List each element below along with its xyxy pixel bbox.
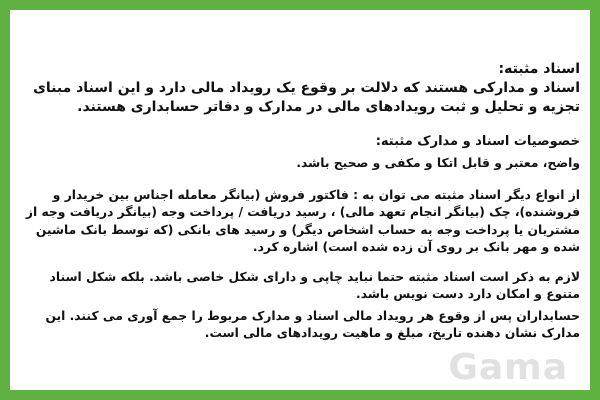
heading-characteristics: خصوصیات اسناد و مدارک مثبته: [375,134,580,149]
slide-frame [10,10,590,390]
accountants-paragraph: حسابداران پس از وقوع هر رویداد مالی اسناد و مدارک مربوط را جمع آوری می کنند. این مدارک نشان دهنده تاریخ، مبلغ و ماهیت رویدادهای مالی است. [45,308,580,340]
definition-paragraph: اسناد و مدارکی هستند که دلالت بر وقوع یک رویداد مالی دارد و این اسناد مبنای تجزیه و تحلیل و ثبت رویدادهای مالی در مدارک و دفاتر حسابداری هستند. [33,80,580,115]
watermark-logo: Gama [448,347,568,388]
document-types-paragraph: از انواع دیگر اسناد مثبته می توان به : فاکتور فروش (بیانگر معامله اجناس بین خریدار و فروشنده)، چک (بیانگر انجام تعهد مالی) ، رسید دریافت / پرداخت وجه (بیانگر دریافت وجه از مشتریان یا پرداخت وجه به حساب اشخاص دیگر) و رسید های بانکی (که توسط بانک ماشین شده و مهر بانک بر روی آن زده شده است) اشاره کرد. [25,187,580,254]
characteristics-paragraph: واضح، معتبر و قابل اتکا و مکفی و صحیح باشد. [296,156,580,170]
slide-content [10,10,590,343]
form-note-paragraph: لازم به ذکر است اسناد مثبته حتما نباید چاپی و دارای شکل خاصی باشد. بلکه شکل اسناد متنوع و امکان دارد دست نویس باشد. [49,269,580,301]
heading-evidence-documents: اسناد مثبته: [498,61,580,77]
